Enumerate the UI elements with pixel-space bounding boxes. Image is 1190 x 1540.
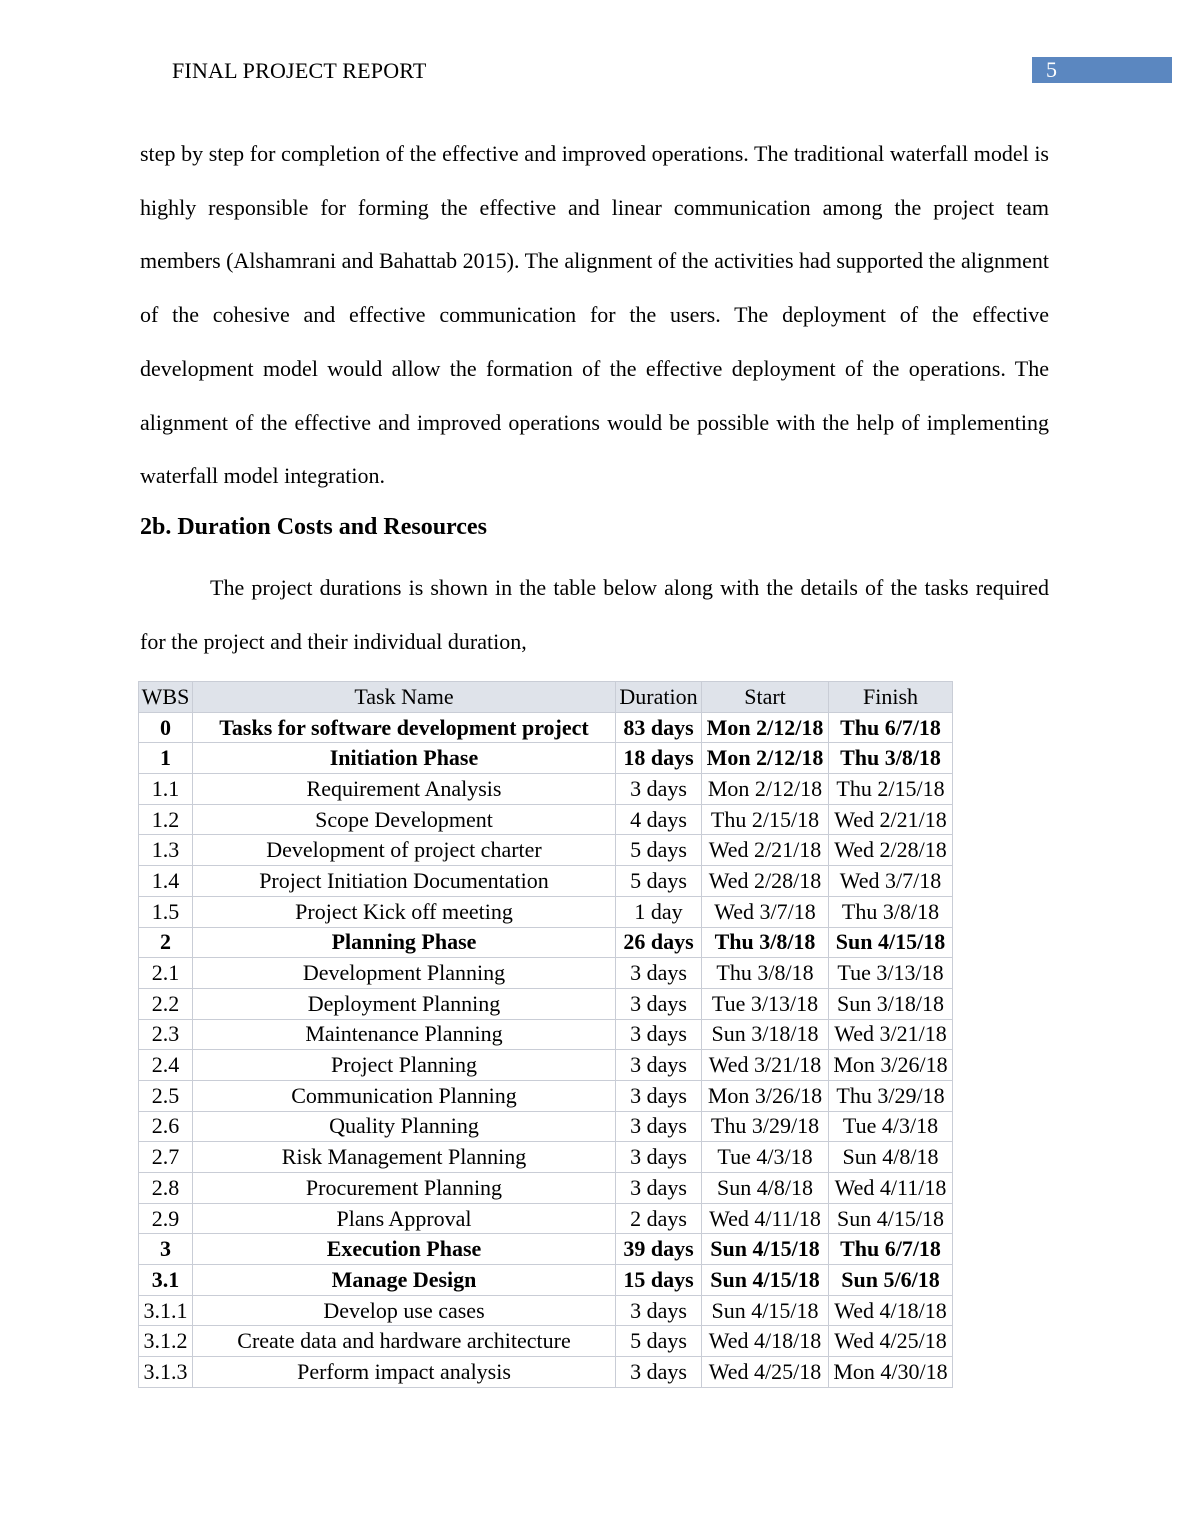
table-row <box>139 1080 953 1111</box>
duration-cell: 3 days <box>616 1111 702 1142</box>
start-cell: Wed 4/25/18 <box>702 1357 829 1388</box>
wbs-cell: 2.4 <box>139 1050 193 1081</box>
finish-cell: Wed 4/11/18 <box>829 1173 953 1204</box>
page-number: 5 <box>1032 57 1172 83</box>
start-cell: Sun 4/15/18 <box>702 1295 829 1326</box>
duration-cell: 3 days <box>616 1050 702 1081</box>
table-row <box>139 958 953 989</box>
wbs-cell: 3 <box>139 1234 193 1265</box>
wbs-cell: 2.3 <box>139 1019 193 1050</box>
task-name-cell: Develop use cases <box>193 1295 616 1326</box>
wbs-cell: 1.4 <box>139 866 193 897</box>
finish-cell: Thu 3/8/18 <box>829 743 953 774</box>
duration-cell: 3 days <box>616 1357 702 1388</box>
table-row <box>139 804 953 835</box>
schedule-table <box>138 681 953 1388</box>
start-cell: Thu 3/8/18 <box>702 958 829 989</box>
table-row <box>139 1203 953 1234</box>
duration-cell: 3 days <box>616 958 702 989</box>
finish-cell: Mon 4/30/18 <box>829 1357 953 1388</box>
task-name-cell: Create data and hardware architecture <box>193 1326 616 1357</box>
column-header-task-name: Task Name <box>193 682 616 713</box>
table-row <box>139 1050 953 1081</box>
finish-cell: Thu 6/7/18 <box>829 1234 953 1265</box>
duration-cell: 83 days <box>616 712 702 743</box>
start-cell: Mon 2/12/18 <box>702 743 829 774</box>
task-name-cell: Tasks for software development project <box>193 712 616 743</box>
wbs-cell: 1.2 <box>139 804 193 835</box>
wbs-cell: 2.1 <box>139 958 193 989</box>
duration-cell: 5 days <box>616 835 702 866</box>
wbs-cell: 3.1.3 <box>139 1357 193 1388</box>
start-cell: Sun 4/15/18 <box>702 1234 829 1265</box>
duration-cell: 5 days <box>616 866 702 897</box>
task-name-cell: Communication Planning <box>193 1080 616 1111</box>
task-name-cell: Quality Planning <box>193 1111 616 1142</box>
start-cell: Thu 2/15/18 <box>702 804 829 835</box>
task-name-cell: Planning Phase <box>193 927 616 958</box>
finish-cell: Wed 4/18/18 <box>829 1295 953 1326</box>
duration-cell: 3 days <box>616 1295 702 1326</box>
task-name-cell: Requirement Analysis <box>193 774 616 805</box>
finish-cell: Wed 2/21/18 <box>829 804 953 835</box>
table-row <box>139 927 953 958</box>
duration-cell: 3 days <box>616 774 702 805</box>
wbs-cell: 1 <box>139 743 193 774</box>
column-header-duration: Duration <box>616 682 702 713</box>
table-body <box>139 712 953 1387</box>
column-header-start: Start <box>702 682 829 713</box>
table-row <box>139 1111 953 1142</box>
table-row <box>139 1265 953 1296</box>
start-cell: Sun 4/8/18 <box>702 1173 829 1204</box>
duration-cell: 3 days <box>616 1142 702 1173</box>
task-name-cell: Procurement Planning <box>193 1173 616 1204</box>
wbs-cell: 3.1 <box>139 1265 193 1296</box>
start-cell: Wed 2/21/18 <box>702 835 829 866</box>
finish-cell: Wed 4/25/18 <box>829 1326 953 1357</box>
table-row <box>139 988 953 1019</box>
task-name-cell: Project Planning <box>193 1050 616 1081</box>
duration-cell: 2 days <box>616 1203 702 1234</box>
start-cell: Wed 3/21/18 <box>702 1050 829 1081</box>
start-cell: Sun 4/15/18 <box>702 1265 829 1296</box>
wbs-cell: 1.3 <box>139 835 193 866</box>
task-name-cell: Initiation Phase <box>193 743 616 774</box>
duration-cell: 39 days <box>616 1234 702 1265</box>
finish-cell: Sun 4/8/18 <box>829 1142 953 1173</box>
start-cell: Tue 3/13/18 <box>702 988 829 1019</box>
table-row <box>139 1234 953 1265</box>
table-row <box>139 1326 953 1357</box>
finish-cell: Tue 3/13/18 <box>829 958 953 989</box>
table-row <box>139 835 953 866</box>
table-row <box>139 774 953 805</box>
wbs-cell: 1.5 <box>139 896 193 927</box>
table-row <box>139 1173 953 1204</box>
finish-cell: Wed 3/7/18 <box>829 866 953 897</box>
task-name-cell: Deployment Planning <box>193 988 616 1019</box>
finish-cell: Thu 6/7/18 <box>829 712 953 743</box>
finish-cell: Sun 3/18/18 <box>829 988 953 1019</box>
table-row <box>139 896 953 927</box>
duration-cell: 26 days <box>616 927 702 958</box>
wbs-cell: 1.1 <box>139 774 193 805</box>
task-name-cell: Risk Management Planning <box>193 1142 616 1173</box>
column-header-finish: Finish <box>829 682 953 713</box>
running-head: FINAL PROJECT REPORT <box>172 58 427 83</box>
finish-cell: Wed 3/21/18 <box>829 1019 953 1050</box>
duration-cell: 15 days <box>616 1265 702 1296</box>
wbs-cell: 2.9 <box>139 1203 193 1234</box>
finish-cell: Mon 3/26/18 <box>829 1050 953 1081</box>
task-name-cell: Project Initiation Documentation <box>193 866 616 897</box>
start-cell: Thu 3/8/18 <box>702 927 829 958</box>
task-name-cell: Execution Phase <box>193 1234 616 1265</box>
body-paragraph-2: The project durations is shown in the table below along with the details of the tasks required for the project and their individual duration, <box>140 575 1049 654</box>
start-cell: Wed 4/18/18 <box>702 1326 829 1357</box>
task-name-cell: Manage Design <box>193 1265 616 1296</box>
duration-cell: 3 days <box>616 1019 702 1050</box>
start-cell: Tue 4/3/18 <box>702 1142 829 1173</box>
start-cell: Wed 4/11/18 <box>702 1203 829 1234</box>
wbs-cell: 0 <box>139 712 193 743</box>
duration-cell: 18 days <box>616 743 702 774</box>
task-name-cell: Scope Development <box>193 804 616 835</box>
table-row <box>139 712 953 743</box>
start-cell: Mon 2/12/18 <box>702 774 829 805</box>
duration-cell: 3 days <box>616 1173 702 1204</box>
finish-cell: Thu 3/29/18 <box>829 1080 953 1111</box>
table-row <box>139 1295 953 1326</box>
duration-cell: 3 days <box>616 988 702 1019</box>
table-row <box>139 743 953 774</box>
duration-cell: 5 days <box>616 1326 702 1357</box>
body-paragraph-1: step by step for completion of the effective and improved operations. The traditional waterfall model is highly responsible for forming the effective and linear communication among the project team members (Alshamrani and Bahattab 2015). The alignment of the activities had supported the alignment of the cohesive and effective communication for the users. The deployment of the effective development model would allow the formation of the effective deployment of the operations. The alignment of the effective and improved operations would be possible with the help of implementing waterfall model integration. <box>140 141 1049 489</box>
wbs-cell: 2 <box>139 927 193 958</box>
finish-cell: Thu 2/15/18 <box>829 774 953 805</box>
finish-cell: Thu 3/8/18 <box>829 896 953 927</box>
start-cell: Wed 3/7/18 <box>702 896 829 927</box>
start-cell: Thu 3/29/18 <box>702 1111 829 1142</box>
task-name-cell: Perform impact analysis <box>193 1357 616 1388</box>
column-header-wbs: WBS <box>139 682 193 713</box>
task-name-cell: Maintenance Planning <box>193 1019 616 1050</box>
start-cell: Mon 2/12/18 <box>702 712 829 743</box>
task-name-cell: Development of project charter <box>193 835 616 866</box>
start-cell: Wed 2/28/18 <box>702 866 829 897</box>
duration-cell: 1 day <box>616 896 702 927</box>
table-row <box>139 1142 953 1173</box>
finish-cell: Wed 2/28/18 <box>829 835 953 866</box>
task-name-cell: Development Planning <box>193 958 616 989</box>
duration-cell: 3 days <box>616 1080 702 1111</box>
finish-cell: Tue 4/3/18 <box>829 1111 953 1142</box>
table-row <box>139 1019 953 1050</box>
table-header-row <box>139 682 953 713</box>
finish-cell: Sun 5/6/18 <box>829 1265 953 1296</box>
wbs-cell: 2.7 <box>139 1142 193 1173</box>
wbs-cell: 2.8 <box>139 1173 193 1204</box>
wbs-cell: 3.1.2 <box>139 1326 193 1357</box>
section-heading: 2b. Duration Costs and Resources <box>140 514 487 540</box>
wbs-cell: 2.6 <box>139 1111 193 1142</box>
start-cell: Mon 3/26/18 <box>702 1080 829 1111</box>
wbs-cell: 2.5 <box>139 1080 193 1111</box>
finish-cell: Sun 4/15/18 <box>829 927 953 958</box>
start-cell: Sun 3/18/18 <box>702 1019 829 1050</box>
table-row <box>139 866 953 897</box>
task-name-cell: Plans Approval <box>193 1203 616 1234</box>
finish-cell: Sun 4/15/18 <box>829 1203 953 1234</box>
wbs-cell: 2.2 <box>139 988 193 1019</box>
task-name-cell: Project Kick off meeting <box>193 896 616 927</box>
duration-cell: 4 days <box>616 804 702 835</box>
table-row <box>139 1357 953 1388</box>
wbs-cell: 3.1.1 <box>139 1295 193 1326</box>
